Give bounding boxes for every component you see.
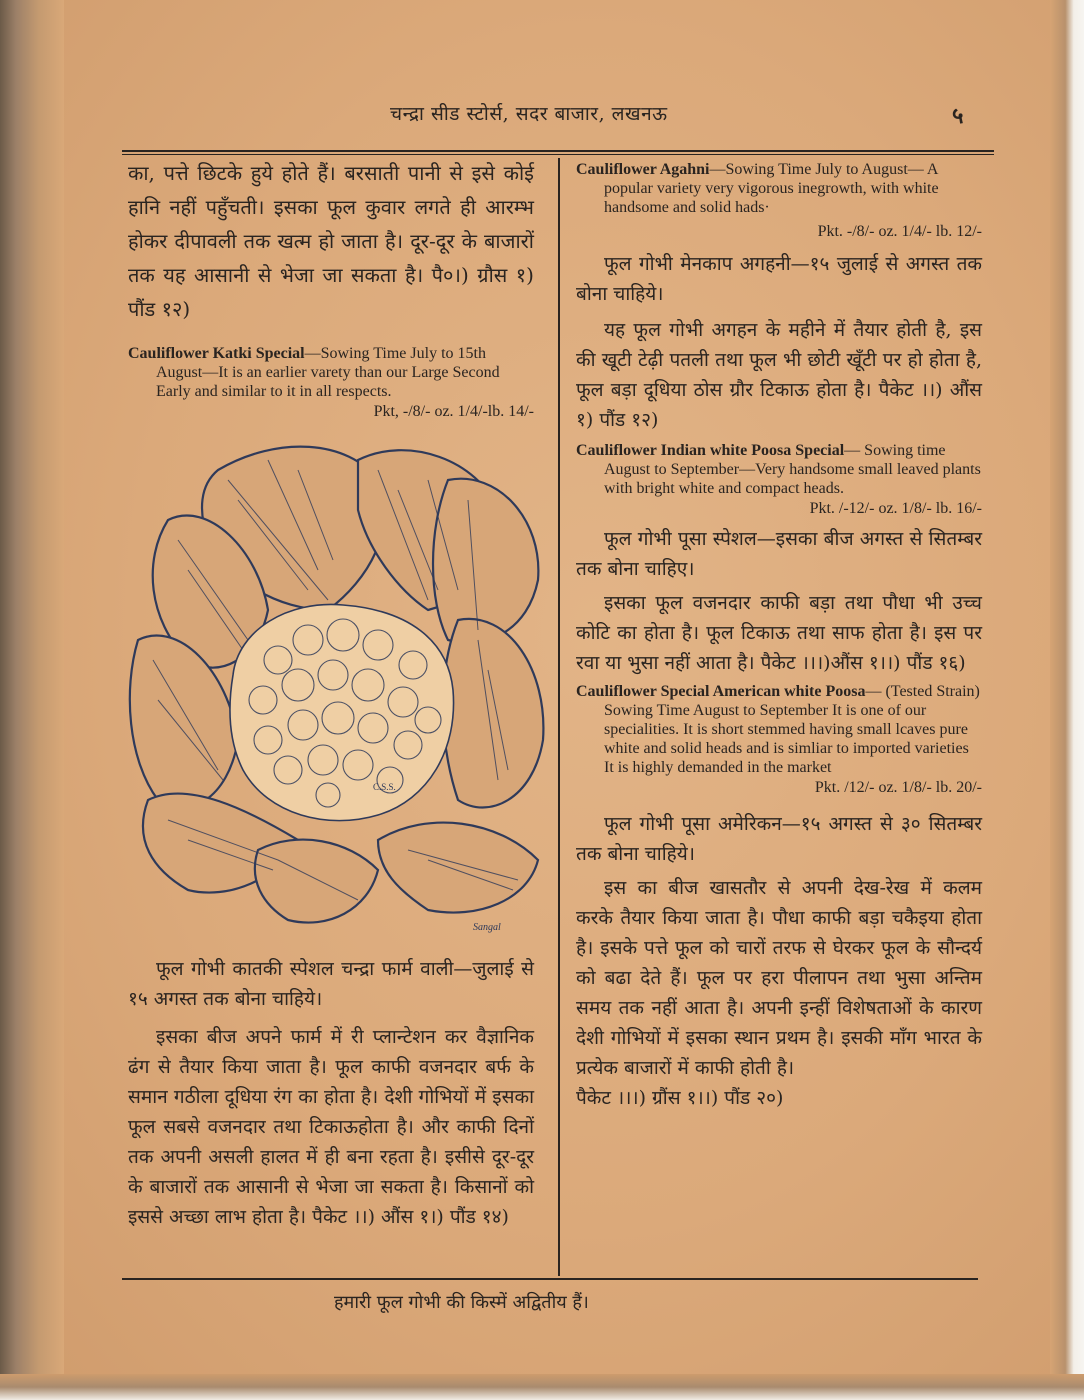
- agahni-hindi-body: यह फूल गोभी अगहन के महीने में तैयार होती है, इस की खूटी टेढ़ी पतली तथा फूल भी छोटी खूँटी पर हो होता है, फूल बड़ा दूधिया ठोस ग्रौर टिकाऊ होता है। पैकेट ।।) औंस १) पौंड १२): [576, 319, 982, 431]
- american-hindi-price: पैकेट ।।।) ग्रौंस १।।) पौंड २०): [576, 1087, 784, 1109]
- american-price: Pkt. /12/- oz. 1/8/- lb. 20/-: [814, 779, 982, 796]
- poosa-title: Cauliflower Indian white Poosa Special: [576, 442, 845, 459]
- american-entry: [576, 682, 982, 799]
- header-rule: [122, 150, 994, 152]
- katki-hindi-body: इसका बीज अपने फार्म में री प्लान्टेशन कर वैज्ञानिक ढंग से तैयार किया जाता है। फूल काफी वजनदार बर्फ के समान गठीला दूधिया रंग का होता है। देशी गोभियों में इसका फूल सबसे वजनदार तथा टिकाऊहोता है। और काफी दिनों तक अपनी असली हालत में ही बना रहता है। इसीसे दूर-दूर के बाजारों तक आसानी से भेजा जा सकता है। किसानों को इससे अच्छा लाभ होता है। पैकेट ।।) औंस १।) पौंड १४): [128, 1026, 534, 1228]
- agahni-price: Pkt. -/8/- oz. 1/4/- lb. 12/-: [817, 223, 982, 240]
- american-hindi-body: इस का बीज खासतौर से अपनी देख-रेख में कलम करके तैयार किया जाता है। पौधा काफी बड़ा चकैइया होता है। इसके पत्ते फूल को चारों तरफ से घेरकर फूल के सौन्दर्य को बढा देते हैं। फूल पर हरा पीलापन तथा भुसा अन्तिम समय तक नहीं आता है। अपनी इन्हीं विशेषताओं के कारण देशी गोभियों में इसका स्थान प्रथम है। इसकी माँग भारत के प्रत्येक बाजारों में काफी होती है।: [576, 877, 982, 1079]
- left-column: [128, 156, 534, 423]
- agahni-title: Cauliflower Agahni: [576, 161, 710, 178]
- katki-price: Pkt, -/8/- oz. 1/4/-lb. 14/-: [373, 403, 534, 420]
- left-column-lower: [128, 954, 534, 1232]
- page-edge: [1050, 0, 1084, 1400]
- footer-rule: [122, 1278, 978, 1280]
- katki-title: Cauliflower Katki Special: [128, 345, 305, 362]
- poosa-hindi-body: इसका फूल वजनदार काफी बड़ा तथा पौधा भी उच्च कोटि का होता है। फूल टिकाऊ तथा साफ होता है। इस पर रवा या भुसा नहीं आता है। पैकेट ।।।)औंस १।।) पौंड १६): [576, 592, 982, 674]
- column-divider: [558, 158, 560, 1276]
- agahni-entry: [576, 160, 982, 243]
- katki-entry: [128, 344, 534, 423]
- running-header: चन्द्रा सीड स्टोर्स, सदर बाजार, लखनऊ: [390, 103, 668, 125]
- paragraph-continuation: का, पत्ते छिटके हुये होते हैं। बरसाती पानी से इसे कोई हानि नहीं पहुँचती। इसका फूल कुवार लगते ही आरम्भ होकर दीपावली तक खत्म हो जाता है। दूर-दूर के बाजारों तक यह आसानी से भेजा जा सकता है। पै०।) ग्रौस १) पौंड १२): [128, 161, 534, 321]
- illustration-initials: C.S.S.: [373, 782, 396, 792]
- poosa-hindi-title: फूल गोभी पूसा स्पेशल—इसका बीज अगस्त से सितम्बर तक बोना चाहिए।: [576, 528, 982, 580]
- page-bottom-edge: [0, 1374, 1084, 1400]
- illustration-signature: Sangal: [473, 922, 501, 933]
- cauliflower-illustration: [128, 440, 554, 940]
- agahni-hindi-title: फूल गोभी मेनकाप अगहनी—१५ जुलाई से अगस्त तक बोना चाहिये।: [576, 253, 982, 305]
- page-number: ५: [952, 103, 964, 129]
- agahni-description: —Sowing Time July to August— A popular variety very vigorous inegrowth, with white handsome and solid hads·: [604, 161, 939, 216]
- binding-gutter: [0, 0, 64, 1400]
- poosa-entry: [576, 441, 982, 520]
- right-column: [576, 160, 982, 1113]
- american-title: Cauliflower Special American white Poosa: [576, 683, 866, 700]
- american-description: — (Tested Strain) Sowing Time August to September It is one of our specialities. It is short stemmed having small lcaves pure white and solid heads and is simliar to imported varieties It is highly demanded in the market: [604, 683, 980, 776]
- katki-description: —Sowing Time July to 15th August—It is an earlier varety than our Large Second Early and similar to it in all respects.: [156, 345, 500, 400]
- header-rule-thin: [122, 154, 994, 155]
- katki-hindi-title: फूल गोभी कातकी स्पेशल चन्द्रा फार्म वाली—जुलाई से १५ अगस्त तक बोना चाहिये।: [128, 958, 534, 1010]
- poosa-price: Pkt. /-12/- oz. 1/8/- lb. 16/-: [809, 500, 982, 517]
- american-hindi-title: फूल गोभी पूसा अमेरिकन—१५ अगस्त से ३० सितम्बर तक बोना चाहिये।: [576, 813, 982, 865]
- footer-slogan: हमारी फूल गोभी की किस्में अद्वितीय हैं।: [334, 1292, 589, 1313]
- poosa-description: — Sowing time August to September—Very handsome small leaved plants with bright white and compact heads.: [604, 442, 981, 497]
